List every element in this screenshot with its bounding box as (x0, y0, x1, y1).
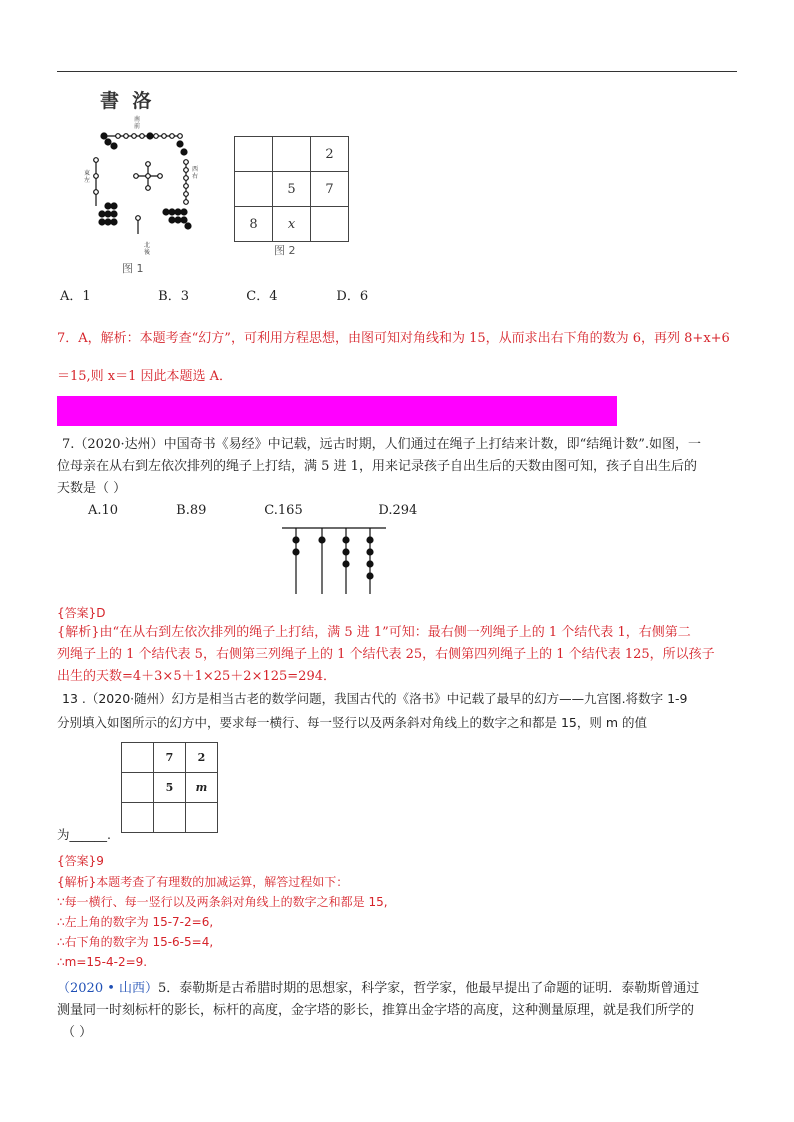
luoshu-dots (88, 116, 210, 256)
knot (342, 560, 349, 567)
magic-square (121, 742, 218, 833)
fig2-cell (235, 137, 273, 172)
q7-line1: 7.（2020·达州）中国奇书《易经》中记载，远古时期，人们通过在绳子上打结来计数，即“结绳计数”.如图，一 (62, 437, 702, 452)
q13-analysis-line: {解析}本题考查了有理数的加减运算，解答过程如下： (57, 875, 349, 889)
highlight-band (57, 396, 617, 426)
knot (292, 536, 299, 543)
luoshu-label-bottom: 北後 (144, 242, 151, 256)
option-c: C．4 (246, 289, 278, 304)
q7-options (88, 500, 417, 522)
q13-analysis-line: ∴右下角的数字为 15-6-5=4, (57, 935, 214, 949)
option-d: D．6 (336, 289, 369, 304)
magic-cell: m (186, 773, 218, 803)
option-b: B．3 (158, 289, 189, 304)
fig2-cell: 7 (311, 172, 349, 207)
knot (366, 572, 373, 579)
fig2-cell: x (273, 207, 311, 242)
knot (366, 536, 373, 543)
magic-cell: 2 (186, 743, 218, 773)
q5-line3: （ ） (62, 1025, 93, 1040)
prev-answer-line2: ＝15,则 x＝1 因此本题选 A． (57, 369, 233, 384)
magic-cell (122, 803, 154, 833)
fig2-cell (273, 137, 311, 172)
fig2-cell (311, 207, 349, 242)
q7-analysis-line1: {解析}由“在从右到左依次排列的绳子上打结，满 5 进 1”可知：最右侧一列绳子上的 1 个结代表 1，右侧第二 (57, 625, 691, 640)
q7-analysis-line3: 出生的天数=4＋3×5＋1×25＋2×125=294． (57, 669, 336, 684)
magic-cell (122, 773, 154, 803)
q13-line3: 为______. (57, 827, 111, 842)
luoshu-label-right: 西右 (192, 166, 199, 180)
knot (318, 536, 325, 543)
figure2-caption: 图 2 (274, 244, 296, 257)
q5-line2: 测量同一时刻标杆的影长，标杆的高度，金字塔的影长，推算出金字塔的高度，这种测量原理，就是我们所学的 (57, 1003, 695, 1018)
knot-rope-figure (280, 524, 390, 596)
q7-option-a: A.10 (88, 503, 119, 518)
figure1-caption: 图 1 (122, 262, 144, 275)
knot (366, 548, 373, 555)
q13-line1: 13 .（2020·随州）幻方是相当古老的数学问题，我国古代的《洛书》中记载了最早的幻方——九宫图.将数字 1-9 (62, 691, 688, 706)
fig2-cell: 8 (235, 207, 273, 242)
prev-options (60, 286, 368, 308)
fig2-cell: 2 (311, 137, 349, 172)
luoshu-label-top: 南前 (134, 116, 141, 130)
luoshu-title: 書 洛 (100, 90, 152, 112)
luoshu-figure (84, 86, 210, 276)
magic-cell (154, 803, 186, 833)
q7-line2: 位母亲在从右到左依次排列的绳子上打结，满 5 进 1，用来记录孩子自出生后的天数由图可知，孩子自出生后的 (57, 459, 697, 474)
q13-answer: {答案}9 (57, 854, 104, 868)
q7-analysis-line2: 列绳子上的 1 个结代表 5，右侧第三列绳子上的 1 个结代表 25，右侧第四列绳子上的 1 个结代表 125，所以孩子 (57, 647, 715, 662)
q7-option-c: C.165 (264, 503, 303, 518)
q7-line3: 天数是（ ） (57, 481, 127, 496)
knot (292, 548, 299, 555)
knot (342, 536, 349, 543)
prev-answer-line1: 7．A，解析：本题考查“幻方”，可利用方程思想，由图可知对角线和为 15，从而求出右下角的数为 6，再列 8+x+6 (57, 331, 730, 346)
q5-source: （2020 • 山西） (57, 981, 159, 996)
fig2-cell: 5 (273, 172, 311, 207)
magic-cell (186, 803, 218, 833)
option-a: A．1 (60, 289, 91, 304)
figure2-grid (234, 136, 349, 242)
luoshu-label-left: 東左 (84, 170, 91, 184)
q13-line2: 分别填入如图所示的幻方中，要求每一横行、每一竖行以及两条斜对角线上的数字之和都是 15，则 m 的值 (57, 715, 648, 730)
q5-line1 (57, 978, 699, 1000)
header-rule (57, 71, 737, 72)
q7-option-b: B.89 (176, 503, 207, 518)
magic-cell: 7 (154, 743, 186, 773)
magic-cell (122, 743, 154, 773)
q13-analysis-line: ∵每一横行、每一竖行以及两条斜对角线上的数字之和都是 15, (57, 895, 388, 909)
q13-analysis-line: ∴m=15-4-2=9. (57, 955, 148, 969)
q7-answer: {答案}D (57, 606, 106, 620)
magic-cell: 5 (154, 773, 186, 803)
q7-option-d: D.294 (378, 503, 418, 518)
fig2-cell (235, 172, 273, 207)
knot (366, 560, 373, 567)
q5-text: 5．泰勒斯是古希腊时期的思想家，科学家，哲学家，他最早提出了命题的证明．泰勒斯曾通过 (158, 981, 700, 996)
knot (342, 548, 349, 555)
q13-analysis (57, 872, 388, 972)
q13-analysis-line: ∴左上角的数字为 15-7-2=6, (57, 915, 214, 929)
